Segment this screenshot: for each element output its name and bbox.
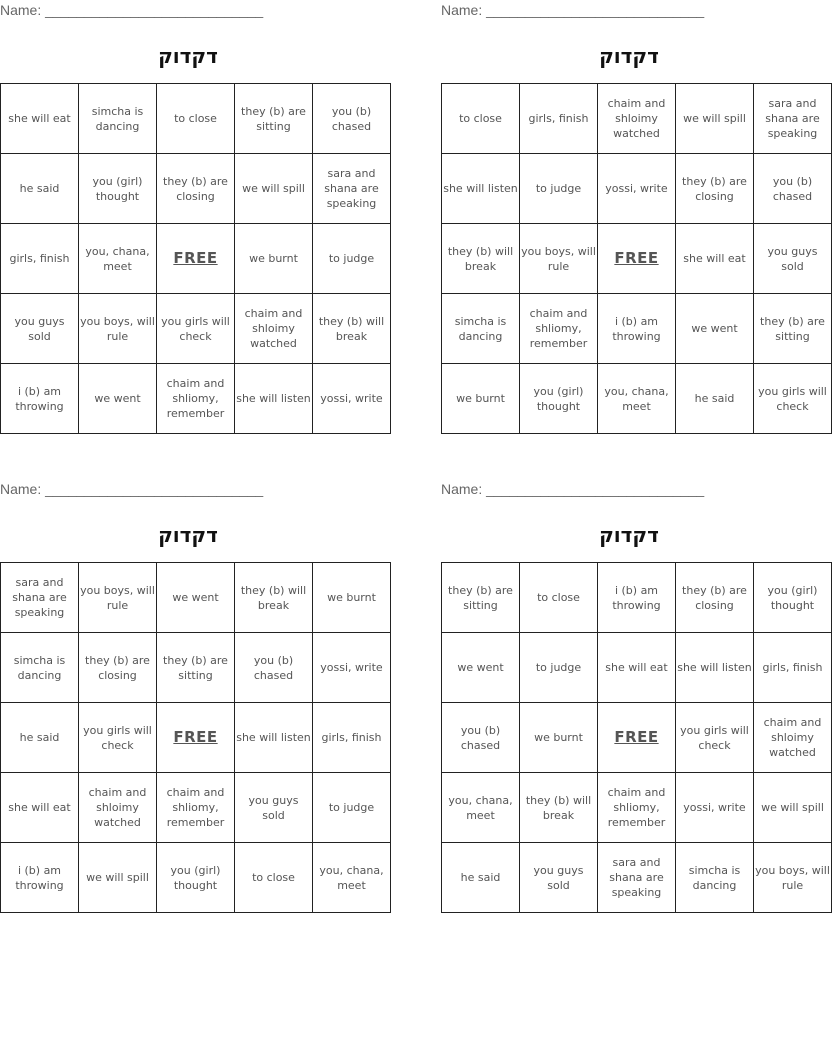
bingo-row <box>1 563 391 633</box>
bingo-row <box>442 224 832 294</box>
bingo-cell: you guys sold <box>235 773 313 843</box>
free-space: FREE <box>157 224 235 294</box>
bingo-cell: to judge <box>313 224 391 294</box>
bingo-cell: sara and shana are speaking <box>598 843 676 913</box>
bingo-cell: he said <box>1 154 79 224</box>
bingo-row <box>442 633 832 703</box>
bingo-cell: she will listen <box>235 364 313 434</box>
bingo-cell: you boys, will rule <box>520 224 598 294</box>
bingo-cell: i (b) am throwing <box>598 294 676 364</box>
name-field-label: Name: ____________________________ <box>441 2 705 18</box>
bingo-cell: sara and shana are speaking <box>1 563 79 633</box>
bingo-cell: we will spill <box>235 154 313 224</box>
bingo-grid <box>0 83 391 434</box>
bingo-row <box>442 154 832 224</box>
card-title: דקדוק <box>158 523 218 547</box>
card-title: דקדוק <box>599 523 659 547</box>
bingo-cell: you, chana, meet <box>598 364 676 434</box>
bingo-cell: you guys sold <box>520 843 598 913</box>
bingo-cell: they (b) will break <box>520 773 598 843</box>
bingo-card-3 <box>0 479 384 919</box>
bingo-row <box>1 364 391 434</box>
bingo-cell: she will listen <box>235 703 313 773</box>
bingo-grid <box>441 83 832 434</box>
bingo-cell: they (b) are closing <box>676 563 754 633</box>
bingo-row <box>1 633 391 703</box>
bingo-cell: you boys, will rule <box>79 563 157 633</box>
bingo-cell: sara and shana are speaking <box>313 154 391 224</box>
bingo-row <box>442 84 832 154</box>
bingo-cell: sara and shana are speaking <box>754 84 832 154</box>
bingo-cell: to close <box>520 563 598 633</box>
bingo-cell: to judge <box>313 773 391 843</box>
bingo-cell: we burnt <box>235 224 313 294</box>
bingo-cell: chaim and shloimy watched <box>235 294 313 364</box>
bingo-cell: simcha is dancing <box>676 843 754 913</box>
bingo-cell: you (girl) thought <box>754 563 832 633</box>
name-field-label: Name: ____________________________ <box>0 481 264 497</box>
bingo-cell: they (b) are sitting <box>157 633 235 703</box>
bingo-cell: we went <box>157 563 235 633</box>
bingo-cell: she will listen <box>676 633 754 703</box>
bingo-row <box>442 843 832 913</box>
bingo-cell: to judge <box>520 633 598 703</box>
bingo-cell: you, chana, meet <box>313 843 391 913</box>
bingo-cell: you girls will check <box>79 703 157 773</box>
bingo-cell: yossi, write <box>313 364 391 434</box>
bingo-cell: you guys sold <box>754 224 832 294</box>
bingo-row <box>442 364 832 434</box>
bingo-cell: they (b) are closing <box>676 154 754 224</box>
bingo-card-2 <box>441 0 827 440</box>
bingo-cell: simcha is dancing <box>1 633 79 703</box>
card-title: דקדוק <box>158 44 218 68</box>
bingo-cell: we went <box>79 364 157 434</box>
bingo-row <box>1 773 391 843</box>
bingo-cell: you girls will check <box>157 294 235 364</box>
bingo-row <box>1 154 391 224</box>
bingo-cell: you (b) chased <box>313 84 391 154</box>
bingo-cell: they (b) are sitting <box>754 294 832 364</box>
bingo-cell: i (b) am throwing <box>1 843 79 913</box>
bingo-cell: she will eat <box>1 773 79 843</box>
name-field-label: Name: ____________________________ <box>441 481 705 497</box>
bingo-row <box>1 703 391 773</box>
bingo-cell: we went <box>442 633 520 703</box>
bingo-cell: we burnt <box>313 563 391 633</box>
bingo-cell: girls, finish <box>1 224 79 294</box>
bingo-cell: we went <box>676 294 754 364</box>
bingo-cell: we burnt <box>520 703 598 773</box>
bingo-cell: you girls will check <box>676 703 754 773</box>
bingo-cell: he said <box>442 843 520 913</box>
bingo-cell: they (b) will break <box>442 224 520 294</box>
bingo-cell: they (b) will break <box>313 294 391 364</box>
bingo-cell: we will spill <box>676 84 754 154</box>
bingo-cell: she will eat <box>676 224 754 294</box>
bingo-cell: to judge <box>520 154 598 224</box>
bingo-cell: i (b) am throwing <box>1 364 79 434</box>
bingo-cell: you, chana, meet <box>442 773 520 843</box>
bingo-cell: they (b) are sitting <box>235 84 313 154</box>
bingo-cell: they (b) will break <box>235 563 313 633</box>
bingo-cell: to close <box>157 84 235 154</box>
bingo-cell: you girls will check <box>754 364 832 434</box>
bingo-cell: they (b) are sitting <box>442 563 520 633</box>
bingo-cell: you (girl) thought <box>79 154 157 224</box>
bingo-row <box>442 773 832 843</box>
bingo-cell: they (b) are closing <box>157 154 235 224</box>
bingo-cell: you (b) chased <box>235 633 313 703</box>
bingo-cell: they (b) are closing <box>79 633 157 703</box>
bingo-cell: yossi, write <box>313 633 391 703</box>
bingo-cell: you guys sold <box>1 294 79 364</box>
card-title: דקדוק <box>599 44 659 68</box>
bingo-row <box>442 563 832 633</box>
bingo-cell: we will spill <box>79 843 157 913</box>
bingo-card-1 <box>0 0 385 440</box>
bingo-cell: you (b) chased <box>442 703 520 773</box>
bingo-row <box>1 84 391 154</box>
free-space: FREE <box>157 703 235 773</box>
bingo-card-4 <box>441 479 830 919</box>
bingo-cell: chaim and shloimy watched <box>598 84 676 154</box>
bingo-cell: i (b) am throwing <box>598 563 676 633</box>
bingo-cell: he said <box>1 703 79 773</box>
bingo-cell: girls, finish <box>313 703 391 773</box>
bingo-cell: you boys, will rule <box>79 294 157 364</box>
bingo-cell: yossi, write <box>598 154 676 224</box>
bingo-cell: she will listen <box>442 154 520 224</box>
bingo-cell: you, chana, meet <box>79 224 157 294</box>
bingo-cell: yossi, write <box>676 773 754 843</box>
bingo-cell: you (b) chased <box>754 154 832 224</box>
bingo-cell: simcha is dancing <box>79 84 157 154</box>
bingo-row <box>1 843 391 913</box>
bingo-cell: girls, finish <box>754 633 832 703</box>
bingo-row <box>1 224 391 294</box>
free-space: FREE <box>598 703 676 773</box>
bingo-grid <box>0 562 391 913</box>
bingo-cell: chaim and shliomy, remember <box>598 773 676 843</box>
bingo-cell: chaim and shloimy watched <box>79 773 157 843</box>
bingo-cell: chaim and shliomy, remember <box>157 364 235 434</box>
bingo-cell: she will eat <box>598 633 676 703</box>
bingo-cell: to close <box>442 84 520 154</box>
bingo-cell: chaim and shliomy, remember <box>520 294 598 364</box>
bingo-cell: we will spill <box>754 773 832 843</box>
bingo-cell: we burnt <box>442 364 520 434</box>
bingo-cell: simcha is dancing <box>442 294 520 364</box>
bingo-cell: you (girl) thought <box>520 364 598 434</box>
bingo-cell: he said <box>676 364 754 434</box>
bingo-cell: to close <box>235 843 313 913</box>
bingo-cell: you boys, will rule <box>754 843 832 913</box>
free-space: FREE <box>598 224 676 294</box>
bingo-cell: chaim and shloimy watched <box>754 703 832 773</box>
bingo-cell: she will eat <box>1 84 79 154</box>
name-field-label: Name: ____________________________ <box>0 2 264 18</box>
bingo-cell: chaim and shliomy, remember <box>157 773 235 843</box>
bingo-row <box>1 294 391 364</box>
bingo-grid <box>441 562 832 913</box>
bingo-cell: you (girl) thought <box>157 843 235 913</box>
bingo-row <box>442 703 832 773</box>
bingo-cell: girls, finish <box>520 84 598 154</box>
bingo-row <box>442 294 832 364</box>
